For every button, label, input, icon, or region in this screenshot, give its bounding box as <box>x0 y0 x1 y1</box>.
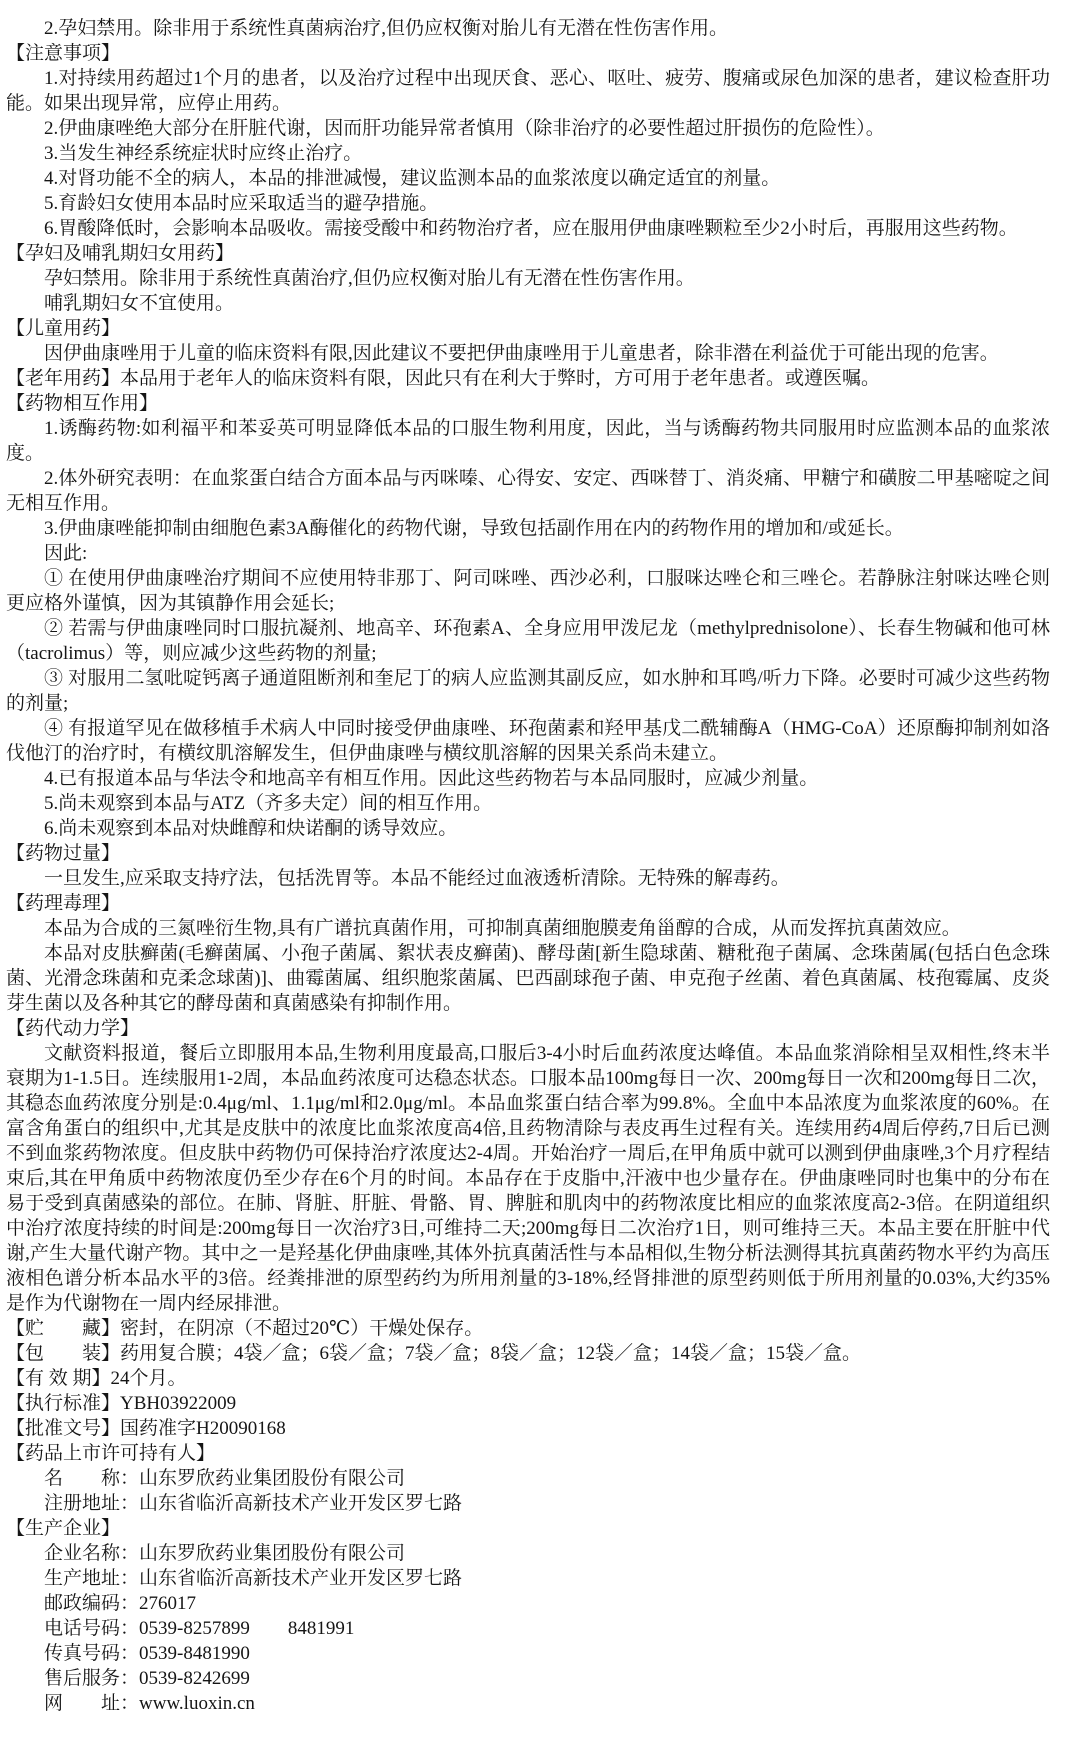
paragraph: 5.育龄妇女使用本品时应采取适当的避孕措施。 <box>44 193 439 214</box>
document-body <box>6 16 1050 1716</box>
paragraph: 2.伊曲康唑绝大部分在肝脏代谢，因而肝功能异常者慎用（除非治疗的必要性超过肝损伤的危险性）。 <box>44 118 885 139</box>
section-heading: 【生产企业】 <box>6 1518 121 1539</box>
paragraph: 一旦发生,应采取支持疗法，包括洗胃等。本品不能经过血液透析清除。无特殊的解毒药。 <box>44 868 790 889</box>
paragraph: 1.诱酶药物:如利福平和苯妥英可明显降低本品的口服生物利用度，因此，当与诱酶药物共同服用时应监测本品的血浆浓度。 <box>6 418 1050 464</box>
section-heading: 【药品上市许可持有人】 <box>6 1443 216 1464</box>
paragraph: 3.伊曲康唑能抑制由细胞色素3A酶催化的药物代谢，导致包括副作用在内的药物作用的增加和/或延长。 <box>44 518 904 539</box>
paragraph: 名 称：山东罗欣药业集团股份有限公司 <box>44 1468 406 1489</box>
paragraph: 传真号码：0539-8481990 <box>44 1643 250 1664</box>
paragraph: 因伊曲康唑用于儿童的临床资料有限,因此建议不要把伊曲康唑用于儿童患者，除非潜在利益优于可能出现的危害。 <box>44 343 999 364</box>
paragraph: 企业名称：山东罗欣药业集团股份有限公司 <box>44 1543 406 1564</box>
paragraph: 注册地址：山东省临沂高新技术产业开发区罗七路 <box>44 1493 463 1514</box>
paragraph: 网 址：www.luoxin.cn <box>44 1693 255 1714</box>
paragraph: 邮政编码：276017 <box>44 1593 197 1614</box>
section-heading: 【老年用药】本品用于老年人的临床资料有限，因此只有在利大于弊时，方可用于老年患者。或遵医嘱。 <box>6 368 881 389</box>
paragraph: 6.尚未观察到本品对炔雌醇和炔诺酮的诱导效应。 <box>44 818 458 839</box>
paragraph: 售后服务：0539-8242699 <box>44 1668 250 1689</box>
section-heading: 【批准文号】国药准字H20090168 <box>6 1418 286 1439</box>
paragraph: 2.孕妇禁用。除非用于系统性真菌病治疗,但仍应权衡对胎儿有无潜在性伤害作用。 <box>44 18 729 39</box>
section-heading: 【有 效 期】24个月。 <box>6 1368 187 1389</box>
paragraph: 孕妇禁用。除非用于系统性真菌治疗,但仍应权衡对胎儿有无潜在性伤害作用。 <box>44 268 695 289</box>
section-heading: 【执行标准】YBH03922009 <box>6 1393 237 1414</box>
section-heading: 【贮 藏】密封，在阴凉（不超过20℃）干燥处保存。 <box>6 1318 484 1339</box>
paragraph: ④ 有报道罕见在做移植手术病人中同时接受伊曲康唑、环孢菌素和羟甲基戊二酰辅酶A（HMG-CoA）还原酶抑制剂如洛伐他汀的治疗时，有横纹肌溶解发生，但伊曲康唑与横纹肌溶解的因果关系尚未建立。 <box>6 718 1050 764</box>
section-heading: 【药代动力学】 <box>6 1018 140 1039</box>
section-heading: 【儿童用药】 <box>6 318 121 339</box>
section-heading: 【药物相互作用】 <box>6 393 159 414</box>
paragraph: 文献资料报道，餐后立即服用本品,生物利用度最高,口服后3-4小时后血药浓度达峰值。本品血浆消除相呈双相性,终末半衰期为1-1.5日。连续服用1-2周，本品血药浓度可达稳态状态。口服本品100mg每日一次、200mg每日一次和200mg每日二次，其稳态血药浓度分别是:0.4μg/ml、1.1μg/ml和2.0μg/ml。本品血浆蛋白结合率为99.8%。全血中本品浓度为血浆浓度的60%。在富含角蛋白的组织中,尤其是皮肤中的浓度比血浆浓度高4倍,且药物清除与表皮再生过程有关。连续用药4周后停药,7日后已测不到血浆药物浓度。但皮肤中药物仍可保持治疗浓度达2-4周。开始治疗一周后,在甲角质中就可以测到伊曲康唑,3个月疗程结束后,其在甲角质中药物浓度仍至少存在6个月的时间。本品存在于皮脂中,汗液中也少量存在。伊曲康唑同时也集中的分布在易于受到真菌感染的部位。在肺、肾脏、肝脏、骨骼、胃、脾脏和肌肉中的药物浓度比相应的血浆浓度高2-3倍。在阴道组织中治疗浓度持续的时间是:200mg每日一次治疗3日,可维持二天;200mg每日二次治疗1日，则可维持三天。本品主要在肝脏中代谢,产生大量代谢产物。其中之一是羟基化伊曲康唑,其体外抗真菌活性与本品相似,生物分析法测得其抗真菌药物水平约为高压液相色谱分析本品水平的3倍。经粪排泄的原型药约为所用剂量的3-18%,经肾排泄的原型药则低于所用剂量的0.03%,大约35%是作为代谢物在一周内经尿排泄。 <box>6 1043 1050 1314</box>
paragraph: 本品对皮肤癣菌(毛癣菌属、小孢子菌属、絮状表皮癣菌)、酵母菌[新生隐球菌、糖秕孢子菌属、念珠菌属(包括白色念珠菌、光滑念珠菌和克柔念球菌)]、曲霉菌属、组织胞浆菌属、巴西副球孢子菌、申克孢子丝菌、着色真菌属、枝孢霉属、皮炎芽生菌以及各种其它的酵母菌和真菌感染有抑制作用。 <box>6 943 1050 1014</box>
paragraph: ③ 对服用二氢吡啶钙离子通道阻断剂和奎尼丁的病人应监测其副反应，如水肿和耳鸣/听力下降。必要时可减少这些药物的剂量; <box>6 668 1050 714</box>
paragraph: ② 若需与伊曲康唑同时口服抗凝剂、地高辛、环孢素A、全身应用甲泼尼龙（methylprednisolone）、长春生物碱和他可林（tacrolimus）等，则应减少这些药物的剂量; <box>6 618 1050 664</box>
section-heading: 【孕妇及哺乳期妇女用药】 <box>6 243 235 264</box>
section-heading: 【注意事项】 <box>6 43 121 64</box>
paragraph: 6.胃酸降低时，会影响本品吸收。需接受酸中和药物治疗者，应在服用伊曲康唑颗粒至少2小时后，再服用这些药物。 <box>44 218 1018 239</box>
paragraph: 电话号码：0539-8257899 8481991 <box>44 1618 355 1639</box>
paragraph: 3.当发生神经系统症状时应终止治疗。 <box>44 143 363 164</box>
paragraph: 因此: <box>44 543 88 564</box>
paragraph: 1.对持续用药超过1个月的患者，以及治疗过程中出现厌食、恶心、呕吐、疲劳、腹痛或尿色加深的患者，建议检查肝功能。如果出现异常，应停止用药。 <box>6 68 1050 114</box>
paragraph: ① 在使用伊曲康唑治疗期间不应使用特非那丁、阿司咪唑、西沙必利，口服咪达唑仑和三唑仑。若静脉注射咪达唑仑则更应格外谨慎，因为其镇静作用会延长; <box>6 568 1050 614</box>
section-heading: 【包 装】药用复合膜；4袋／盒；6袋／盒；7袋／盒；8袋／盒；12袋／盒；14袋／盒；15袋／盒。 <box>6 1343 862 1364</box>
paragraph: 2.体外研究表明：在血浆蛋白结合方面本品与丙咪嗪、心得安、安定、西咪替丁、消炎痛、甲糖宁和磺胺二甲基嘧啶之间无相互作用。 <box>6 468 1050 514</box>
section-heading: 【药物过量】 <box>6 843 121 864</box>
paragraph: 生产地址：山东省临沂高新技术产业开发区罗七路 <box>44 1568 463 1589</box>
paragraph: 5.尚未观察到本品与ATZ（齐多夫定）间的相互作用。 <box>44 793 493 814</box>
paragraph: 本品为合成的三氮唑衍生物,具有广谱抗真菌作用，可抑制真菌细胞膜麦角甾醇的合成，从而发挥抗真菌效应。 <box>44 918 961 939</box>
paragraph: 4.已有报道本品与华法令和地高辛有相互作用。因此这些药物若与本品同服时，应减少剂量。 <box>44 768 819 789</box>
section-heading: 【药理毒理】 <box>6 893 121 914</box>
paragraph: 哺乳期妇女不宜使用。 <box>44 293 235 314</box>
paragraph: 4.对肾功能不全的病人，本品的排泄减慢，建议监测本品的血浆浓度以确定适宜的剂量。 <box>44 168 781 189</box>
